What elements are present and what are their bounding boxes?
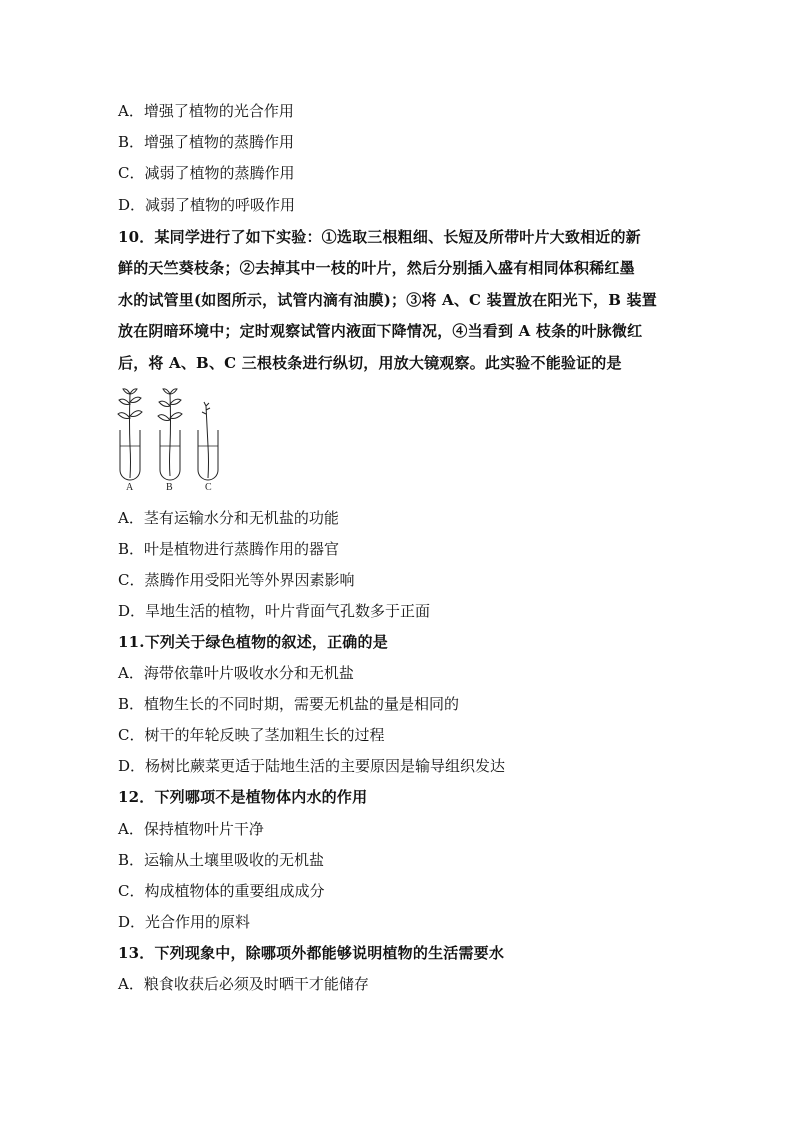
q10-option-d: D．旱地生活的植物，叶片背面气孔数多于正面 [118,602,431,620]
stem-a [130,394,131,478]
q12-stem: 12．下列哪项不是植物体内水的作用 [118,788,368,806]
figure-label-b: B [166,482,173,493]
q10-option-b: B．叶是植物进行蒸腾作用的器官 [118,540,340,558]
q11-stem: 11.下列关于绿色植物的叙述，正确的是 [118,633,388,651]
q12-option-c: C．构成植物体的重要组成成分 [118,882,325,900]
q10-option-c: C．蒸腾作用受阳光等外界因素影响 [118,571,355,589]
q9-option-a: A．增强了植物的光合作用 [118,102,294,120]
q11-option-d: D．杨树比蕨菜更适于陆地生活的主要原因是输导组织发达 [118,757,506,775]
q12-option-d: D．光合作用的原料 [118,913,251,931]
q11-option-a: A．海带依靠叶片吸收水分和无机盐 [118,664,354,682]
q10-stem-line-5: 后，将 A、B、C 三根枝条进行纵切，用放大镜观察。此实验不能验证的是 [118,354,622,372]
q10-stem-line-1: 10．某同学进行了如下实验：①选取三根粗细、长短及所带叶片大致相近的新 [118,228,641,246]
q11-option-b: B．植物生长的不同时期，需要无机盐的量是相同的 [118,695,460,713]
q11-option-c: C．树干的年轮反映了茎加粗生长的过程 [118,726,385,744]
q9-option-c: C．减弱了植物的蒸腾作用 [118,164,295,182]
test-tubes-illustration [112,382,222,482]
q10-stem-line-4: 放在阴暗环境中；定时观察试管内液面下降情况，④当看到 A 枝条的叶脉微红 [118,322,643,340]
q9-option-b: B．增强了植物的蒸腾作用 [118,133,295,151]
q10-option-a: A．茎有运输水分和无机盐的功能 [118,509,339,527]
figure-label-c: C [205,482,212,493]
test-tube-figure [112,382,222,498]
figure-label-a: A [126,482,134,493]
q9-option-d: D．减弱了植物的呼吸作用 [118,196,296,214]
stem-c [206,406,209,478]
q13-stem: 13．下列现象中，除哪项外都能够说明植物的生活需要水 [118,944,505,962]
q10-stem-line-2: 鲜的天竺葵枝条；②去掉其中一枝的叶片，然后分别插入盛有相同体积稀红墨 [118,259,635,277]
q12-option-a: A．保持植物叶片干净 [118,820,264,838]
q10-stem-line-3: 水的试管里(如图所示，试管内滴有油膜)；③将 A、C 装置放在阳光下，B 装置 [118,291,657,309]
q13-option-a: A．粮食收获后必须及时晒干才能储存 [118,975,369,993]
q12-option-b: B．运输从土壤里吸收的无机盐 [118,851,325,869]
